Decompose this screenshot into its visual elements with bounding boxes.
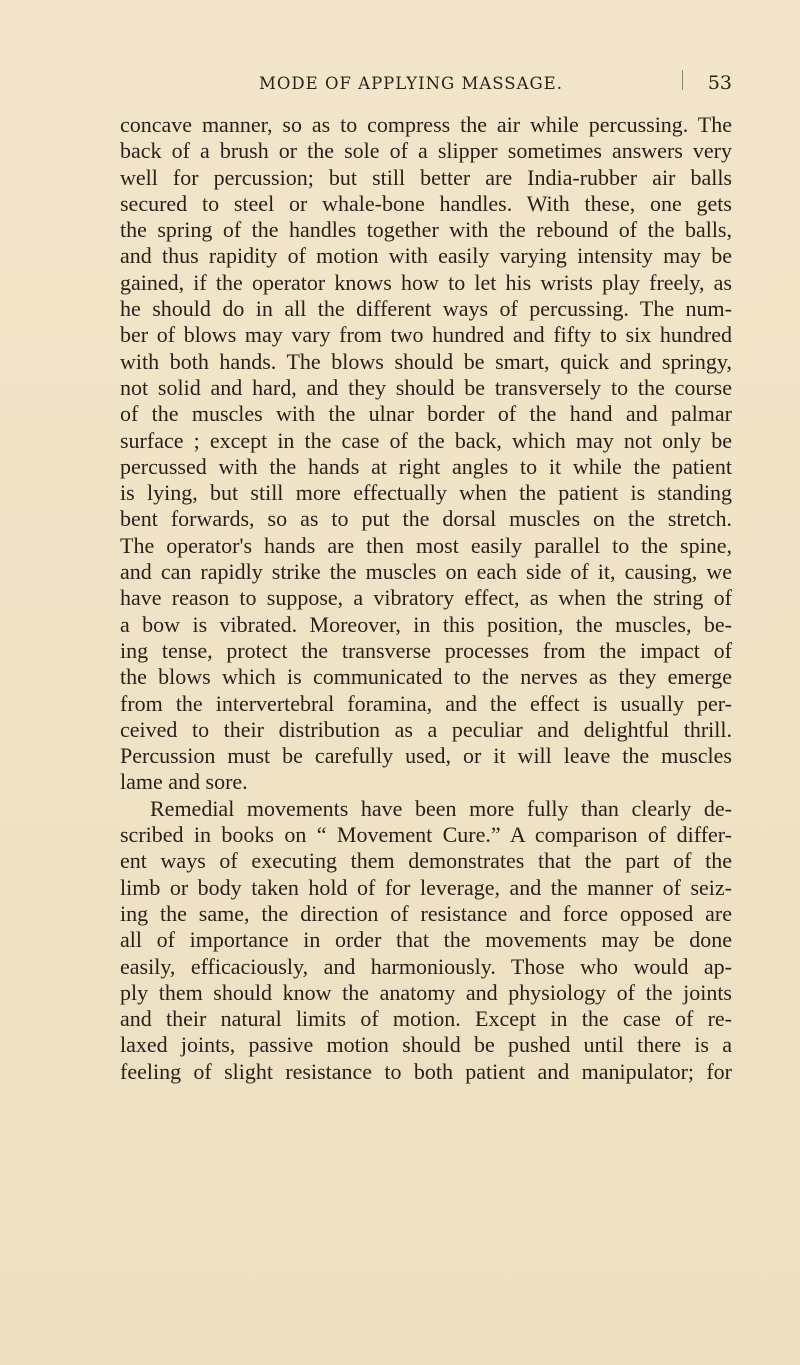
page-number: 53 xyxy=(707,72,732,94)
text-line: feeling of slight resistance to both patient and manipulator; for xyxy=(120,1058,732,1084)
text-line: ply them should know the anatomy and physiology of the joints xyxy=(120,979,732,1005)
text-line: surface ; except in the case of the back, which may not only be xyxy=(120,427,732,453)
text-line: bent forwards, so as to put the dorsal muscles on the stretch. xyxy=(120,506,732,532)
text-line: with both hands. The blows should be smart, quick and springy, xyxy=(120,348,732,374)
text-line: the blows which is communicated to the nerves as they emerge xyxy=(120,664,732,690)
text-line: all of importance in order that the movements may be done xyxy=(120,927,732,953)
text-line: Percussion must be carefully used, or it will leave the muscles xyxy=(120,743,732,769)
text-line: have reason to suppose, a vibratory effect, as when the string of xyxy=(120,585,732,611)
text-line: The operator's hands are then most easily parallel to the spine, xyxy=(120,532,732,558)
text-line: the spring of the handles together with the rebound of the balls, xyxy=(120,217,732,243)
text-line: of the muscles with the ulnar border of the hand and palmar xyxy=(120,401,732,427)
text-line: ent ways of executing them demonstrates that the part of the xyxy=(120,848,732,874)
text-line: not solid and hard, and they should be transversely to the course xyxy=(120,374,732,400)
text-line: secured to steel or whale-bone handles. With these, one gets xyxy=(120,190,732,216)
text-line: from the intervertebral foramina, and the effect is usually per- xyxy=(120,690,732,716)
running-head: MODE OF APPLYING MASSAGE. xyxy=(259,74,563,93)
header-rule-mark xyxy=(682,70,683,90)
text-line: percussed with the hands at right angles to it while the patient xyxy=(120,453,732,479)
text-line: and their natural limits of motion. Except in the case of re- xyxy=(120,1006,732,1032)
text-line: lame and sore. xyxy=(120,769,248,795)
text-line: ber of blows may vary from two hundred and fifty to six hundred xyxy=(120,322,732,348)
text-line: Remedial movements have been more fully than clearly de- xyxy=(150,795,732,821)
text-line: scribed in books on “ Movement Cure.” A comparison of differ- xyxy=(120,822,732,848)
text-line: ing the same, the direction of resistance and force opposed are xyxy=(120,900,732,926)
body-text xyxy=(120,112,732,1085)
text-line: and thus rapidity of motion with easily varying intensity may be xyxy=(120,243,732,269)
paragraph-remedial-movements xyxy=(120,796,732,1085)
text-line: laxed joints, passive motion should be pushed until there is a xyxy=(120,1032,732,1058)
text-line: concave manner, so as to compress the air while percussing. The xyxy=(120,112,732,137)
text-line: is lying, but still more effectually when the patient is standing xyxy=(120,480,732,506)
text-line: and can rapidly strike the muscles on each side of it, causing, we xyxy=(120,559,732,585)
paragraph-percussion xyxy=(120,112,732,796)
text-line: a bow is vibrated. Moreover, in this position, the muscles, be- xyxy=(120,611,732,637)
page-header xyxy=(120,70,732,100)
text-line: easily, efficaciously, and harmoniously. Those who would ap- xyxy=(120,953,732,979)
text-line: back of a brush or the sole of a slipper sometimes answers very xyxy=(120,138,732,164)
text-line: gained, if the operator knows how to let his wrists play freely, as xyxy=(120,269,732,295)
text-line: ceived to their distribution as a peculiar and delightful thrill. xyxy=(120,716,732,742)
text-line: well for percussion; but still better are India-rubber air balls xyxy=(120,164,732,190)
text-line: ing tense, protect the transverse processes from the impact of xyxy=(120,637,732,663)
text-line: he should do in all the different ways of percussing. The num- xyxy=(120,296,732,322)
text-line: limb or body taken hold of for leverage, and the manner of seiz- xyxy=(120,874,732,900)
